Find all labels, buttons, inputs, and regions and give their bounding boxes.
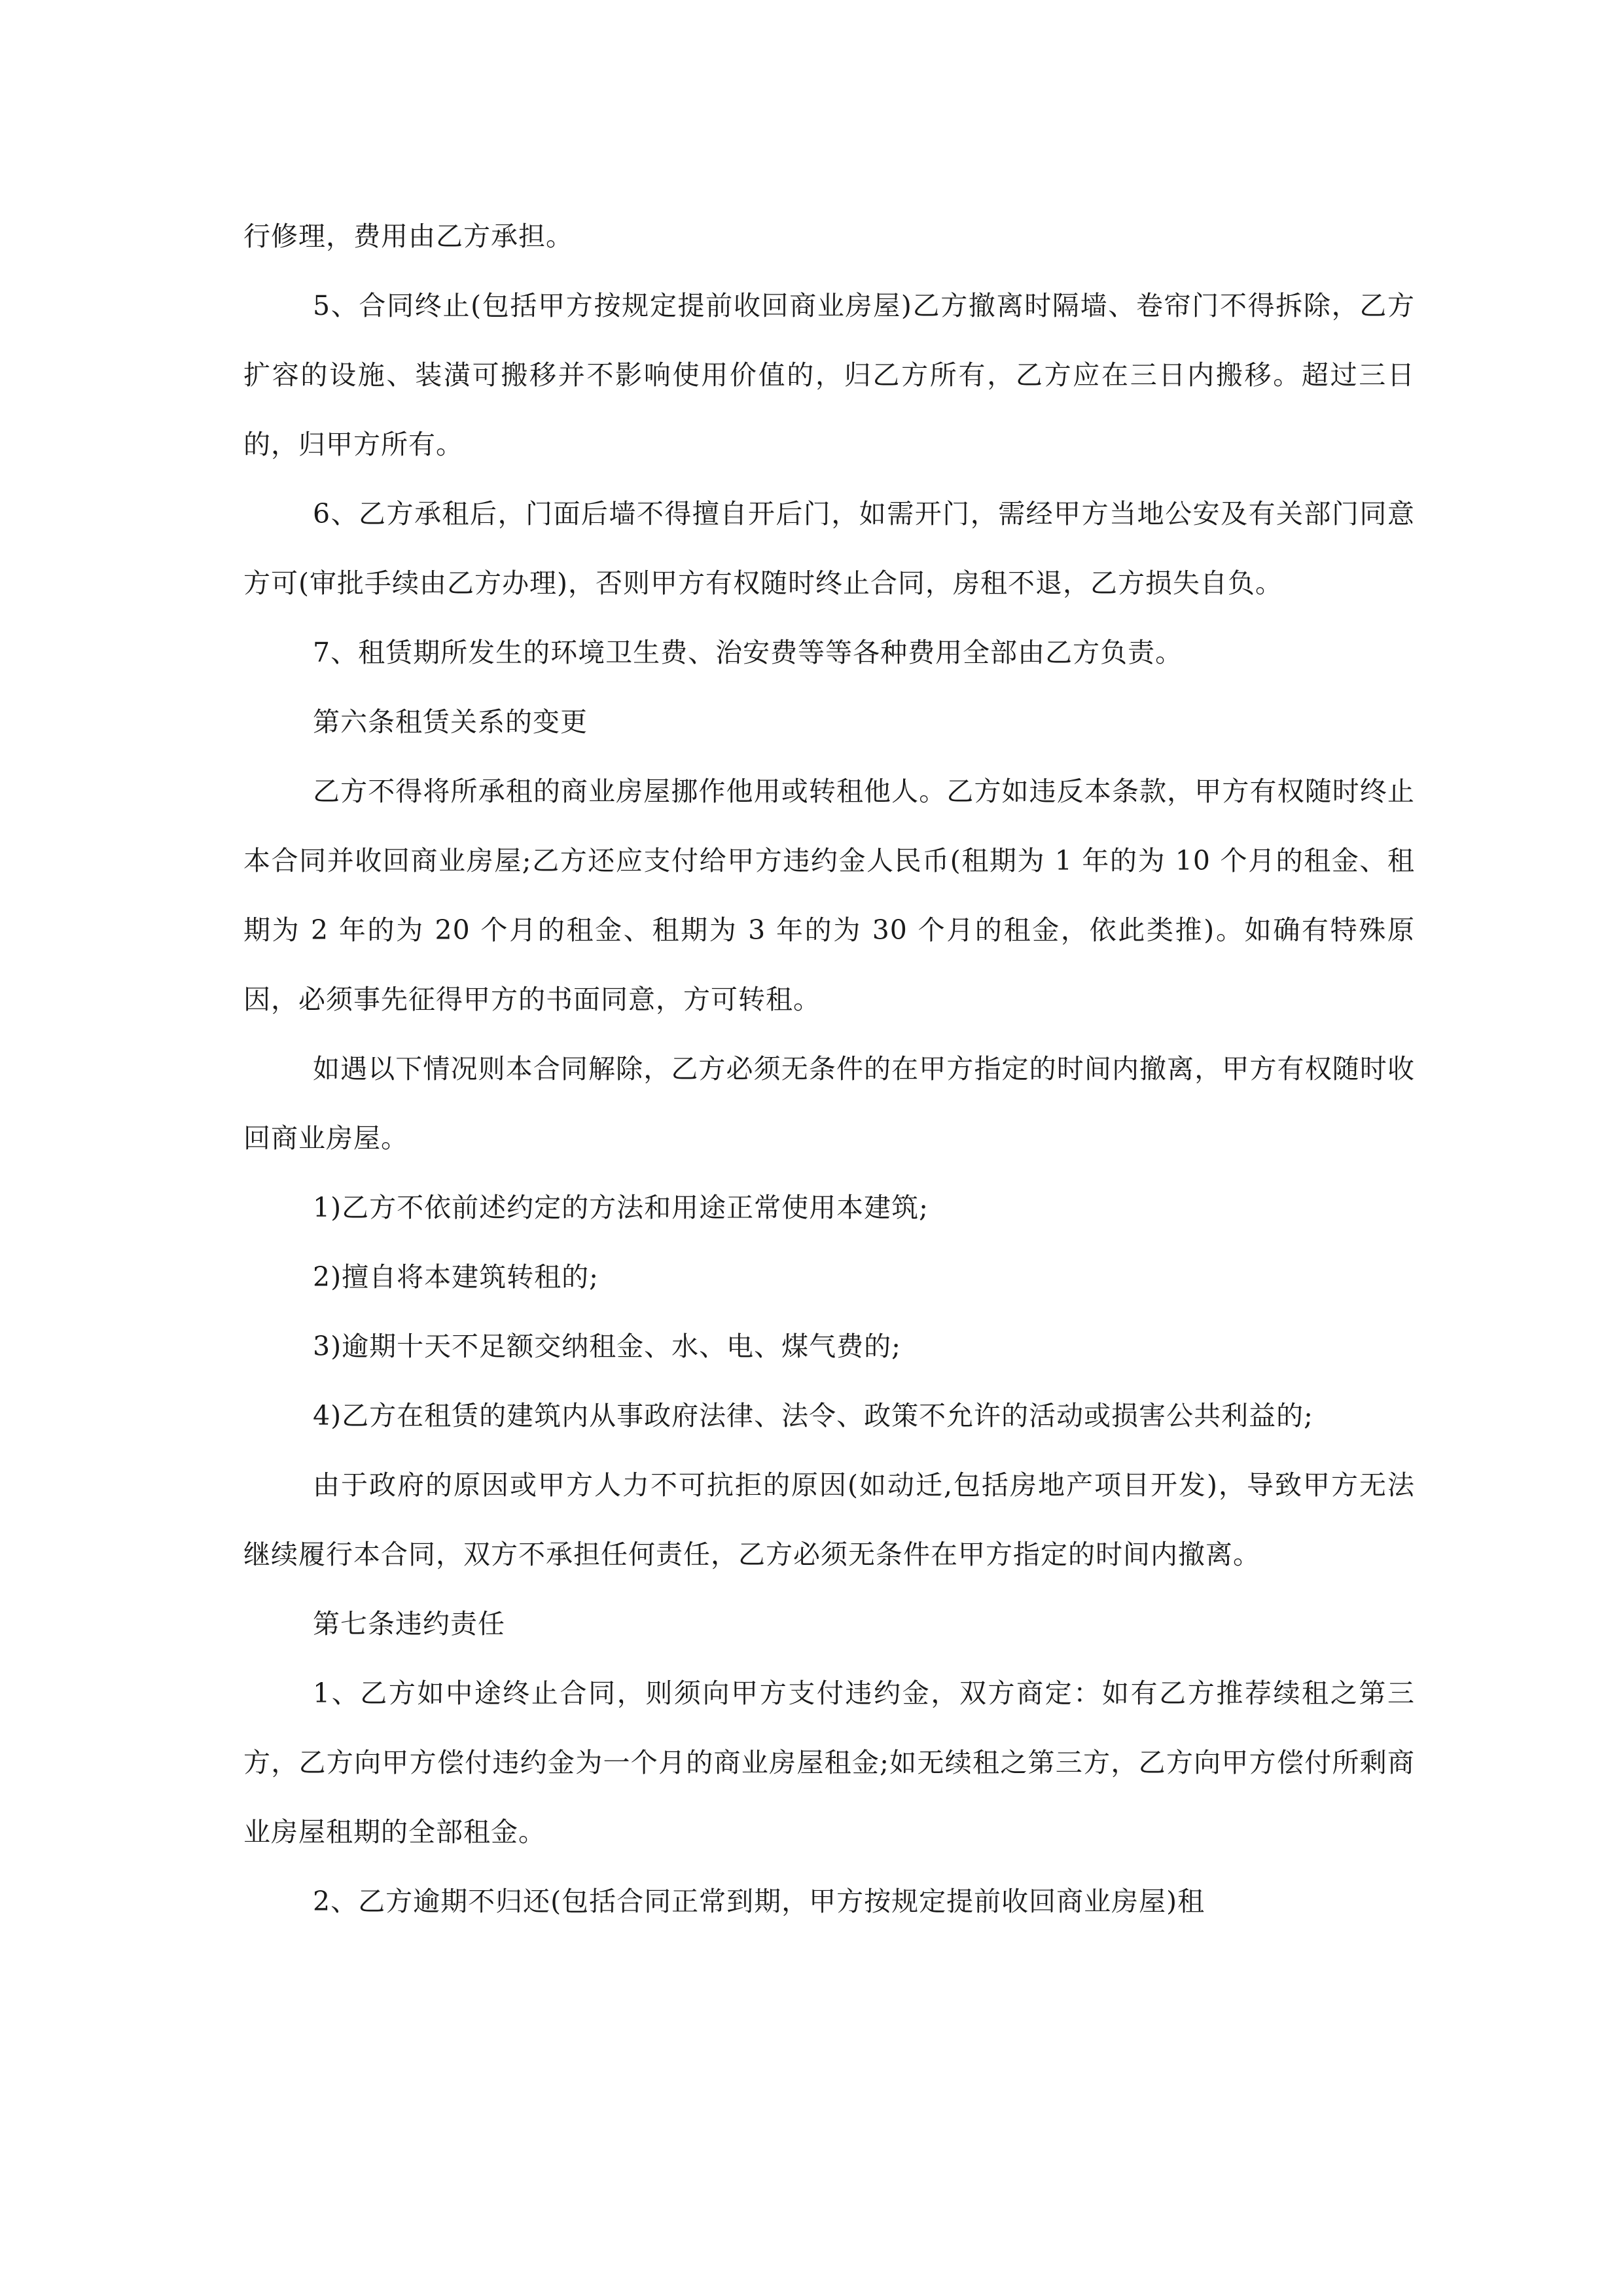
- heading-article-7: 第七条违约责任: [313, 1608, 505, 1640]
- paragraph-clause-7: 7、租赁期所发生的环境卫生费、治安费等等各种费用全部由乙方负责。: [313, 637, 1183, 668]
- list-item-1: 1)乙方不依前述约定的方法和用途正常使用本建筑;: [313, 1192, 929, 1223]
- paragraph-clause-5: 5、合同终止(包括甲方按规定提前收回商业房屋)乙方撤离时隔墙、卷帘门不得拆除，乙方扩容的设施、装潢可搬移并不影响使用价值的，归乙方所有，乙方应在三日内搬移。超过三日的，归甲方所有。: [243, 290, 1415, 460]
- paragraph-breach-2: 2、乙方逾期不归还(包括合同正常到期，甲方按规定提前收回商业房屋)租: [313, 1886, 1205, 1917]
- list-item-4: 4)乙方在租赁的建筑内从事政府法律、法令、政策不允许的活动或损害公共利益的;: [313, 1400, 1313, 1431]
- paragraph-breach-1: 1、乙方如中途终止合同，则须向甲方支付违约金，双方商定：如有乙方推荐续租之第三方，乙方向甲方偿付违约金为一个月的商业房屋租金;如无续租之第三方，乙方向甲方偿付所剩商业房屋租期的全部租金。: [243, 1677, 1415, 1848]
- paragraph-repair-cost: 行修理，费用由乙方承担。: [243, 221, 573, 252]
- heading-article-6: 第六条租赁关系的变更: [313, 706, 588, 738]
- paragraph-termination-conditions: 如遇以下情况则本合同解除，乙方必须无条件的在甲方指定的时间内撤离，甲方有权随时收回商业房屋。: [243, 1053, 1415, 1154]
- paragraph-sublease: 乙方不得将所承租的商业房屋挪作他用或转租他人。乙方如违反本条款，甲方有权随时终止本合同并收回商业房屋;乙方还应支付给甲方违约金人民币(租期为 1 年的为 10 个月的租金、租期为 2 年的为 20 个月的租金、租期为 3 年的为 30 个月的租金，依此类推)。如确有特殊原因，必须事先征得甲方的书面同意，方可转租。: [243, 776, 1415, 1015]
- paragraph-clause-6: 6、乙方承租后，门面后墙不得擅自开后门，如需开门，需经甲方当地公安及有关部门同意方可(审批手续由乙方办理)，否则甲方有权随时终止合同，房租不退，乙方损失自负。: [243, 498, 1415, 599]
- list-item-3: 3)逾期十天不足额交纳租金、水、电、煤气费的;: [313, 1331, 901, 1362]
- list-item-2: 2)擅自将本建筑转租的;: [313, 1261, 599, 1293]
- document-body: [243, 202, 1415, 1936]
- paragraph-force-majeure: 由于政府的原因或甲方人力不可抗拒的原因(如动迁,包括房地产项目开发)，导致甲方无法继续履行本合同，双方不承担任何责任，乙方必须无条件在甲方指定的时间内撤离。: [243, 1469, 1415, 1570]
